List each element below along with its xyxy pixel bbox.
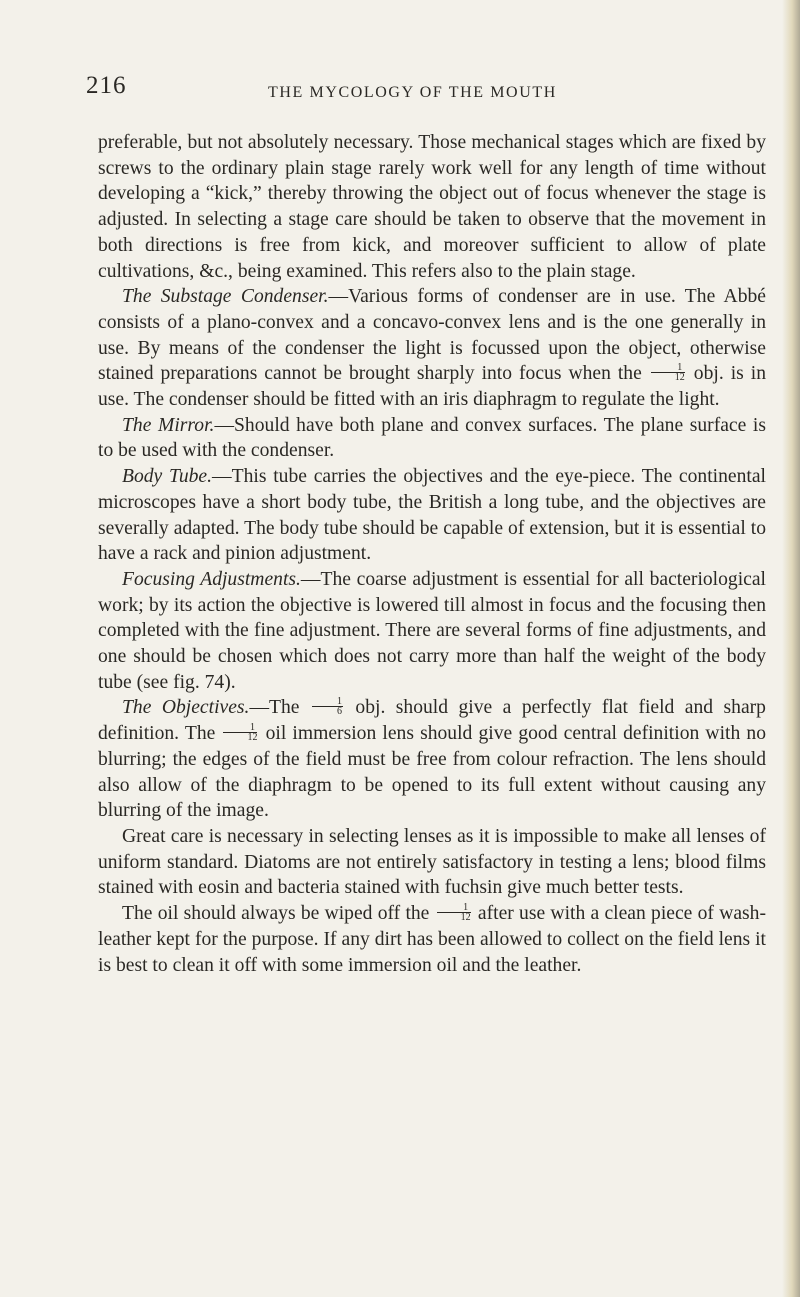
paragraph-text: The oil should always be wiped off the: [122, 903, 430, 925]
section-heading-objectives: The Objectives.: [122, 697, 250, 719]
paragraph-text: —The coarse adjustment is essential for all bacteriological work; by its action the objective is lowered till almost in focus and the focusing then completed with the fine adjustment. There are several forms of fine adjustments, and one should be chosen which does not carry more than half the weight of the body tube (see fig. 74).: [98, 568, 766, 693]
paragraph-text: oil immersion lens should give good central definition with no blurring; the edges of the field must be free from colour refraction. The lens should also allow of the diaphragm to be opened to its full extent without causing any blurring of the image.: [98, 723, 766, 822]
paragraph-text: —Should have both plane and convex surfaces. The plane surface is to be used with the condenser.: [98, 414, 766, 462]
paragraph-substage-condenser: [98, 284, 766, 413]
fraction-denominator: 12: [247, 732, 258, 744]
paragraph-cleaning-oil: [98, 901, 766, 978]
page-header: [0, 74, 800, 104]
paragraph-text: obj. is in use. The condenser should be fitted with an iris diaphragm to regulate the light.: [98, 363, 766, 411]
fraction-one-twelfth: [223, 723, 257, 742]
paragraph-mechanical-stages: [98, 130, 766, 284]
paragraph-selecting-lenses: [98, 824, 766, 901]
paragraph-objectives: [98, 695, 766, 824]
running-head: THE MYCOLOGY OF THE MOUTH: [268, 84, 557, 101]
section-heading-body-tube: Body Tube.: [122, 466, 213, 488]
body-text: [98, 130, 766, 978]
fraction-one-twelfth: [651, 363, 685, 382]
paragraph-text: after use with a clean piece of wash-leather kept for the purpose. If any dirt has been allowed to collect on the field lens it is best to clean it off with some immersion oil and the leather.: [98, 903, 766, 976]
fraction-denominator: 12: [674, 372, 685, 384]
paragraph-text: —This tube carries the objectives and the eye-piece. The continental microscopes have a short body tube, the British a long tube, and the objectives are severally adapted. The body tube should be capable of extension, but it is essential to have a rack and pinion adjustment.: [98, 466, 766, 565]
paragraph-text: —Various forms of condenser are in use. The Abbé consists of a plano-convex and a concavo-convex lens and is the one generally in use. By means of the condenser the light is focussed upon the object, otherwise stained preparations cannot be brought sharply into focus when the: [98, 286, 766, 385]
paragraph-text: preferable, but not absolutely necessary. Those mechanical stages which are fixed by screws to the ordinary plain stage rarely work well for any length of time without developing a “kick,” thereby throwing the object out of focus whenever the stage is adjusted. In selecting a stage care should be taken to observe that the movement in both directions is free from kick, and moreover sufficient to allow of plate cultivations, &c., being examined. This refers also to the plain stage.: [98, 132, 766, 282]
paragraph-text: —The: [249, 697, 300, 719]
section-heading-mirror: The Mirror.: [122, 414, 215, 436]
fraction-denominator: 6: [336, 706, 342, 718]
fraction-numerator: 1: [651, 363, 685, 373]
page-edge-shadow: [782, 0, 800, 1297]
section-heading-focusing-adjustments: Focusing Adjustments.: [122, 568, 301, 590]
paragraph-text: obj. should give a perfectly flat field and sharp definition. The: [98, 697, 766, 745]
section-heading-substage-condenser: The Substage Condenser.: [122, 286, 329, 308]
fraction-one-sixth: [312, 697, 343, 716]
fraction-numerator: 1: [437, 903, 471, 913]
fraction-numerator: 1: [312, 697, 343, 707]
fraction-one-twelfth: [437, 903, 471, 922]
page-number: 216: [86, 72, 127, 99]
paragraph-text: Great care is necessary in selecting lenses as it is impossible to make all lenses of uniform standard. Diatoms are not entirely satisfactory in testing a lens; blood films stained with eosin and bacteria stained with fuchsin give much better tests.: [98, 825, 766, 899]
paragraph-focusing-adjustments: [98, 567, 766, 696]
fraction-denominator: 12: [460, 912, 471, 924]
fraction-numerator: 1: [223, 723, 257, 733]
paragraph-mirror: [98, 413, 766, 464]
paragraph-body-tube: [98, 464, 766, 567]
